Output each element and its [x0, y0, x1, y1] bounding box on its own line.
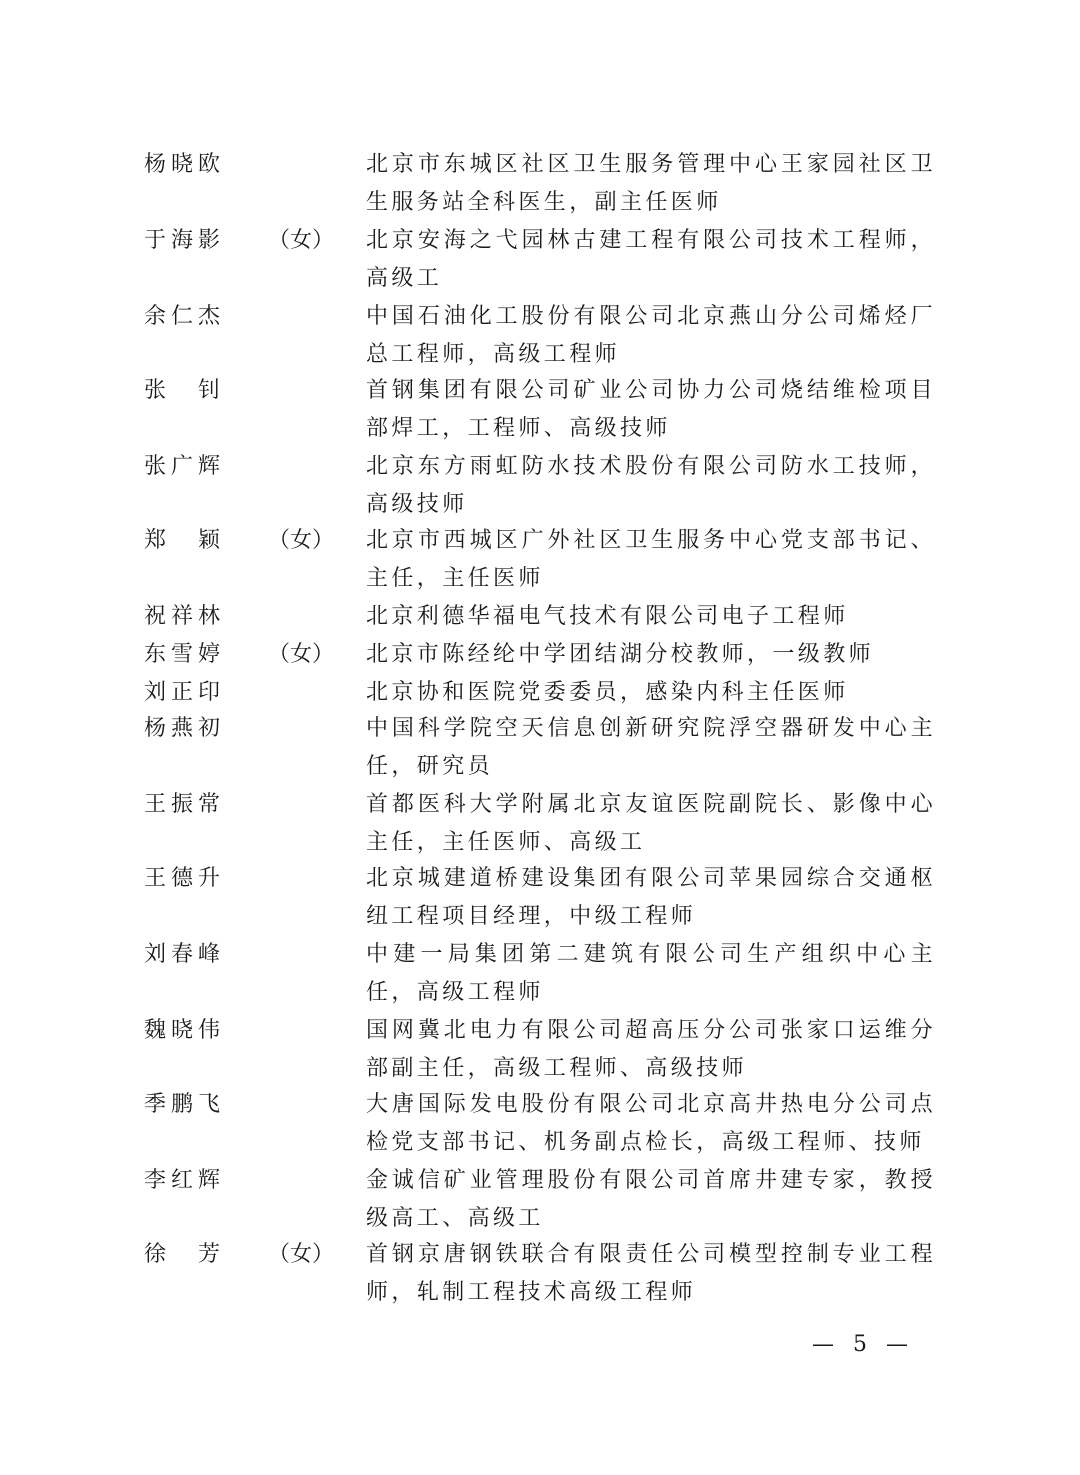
person-description: 北京城建道桥建设集团有限公司苹果园综合交通枢纽工程项目经理，中级工程师 — [366, 866, 936, 929]
person-description: 国网冀北电力有限公司超高压分公司张家口运维分部副主任，高级工程师、高级技师 — [366, 1018, 936, 1081]
person-description: 北京市西城区广外社区卫生服务中心党支部书记、主任，主任医师 — [366, 528, 936, 591]
person-name: 魏晓伟 — [144, 1018, 220, 1043]
person-description: 中国石油化工股份有限公司北京燕山分公司烯烃厂总工程师，高级工程师 — [366, 304, 936, 367]
person-name: 杨燕初 — [144, 716, 220, 741]
page-number: — 5 — — [812, 1332, 914, 1357]
gender-note: （女） — [268, 642, 335, 667]
person-description: 首钢集团有限公司矿业公司协力公司烧结维检项目部焊工，工程师、高级技师 — [366, 378, 936, 441]
person-name: 徐芳 — [144, 1242, 220, 1267]
person-name: 张钊 — [144, 378, 220, 403]
person-name: 张广辉 — [144, 454, 220, 479]
person-description: 北京安海之弋园林古建工程有限公司技术工程师，高级工 — [366, 228, 936, 291]
gender-note: （女） — [268, 228, 335, 253]
person-name: 于海影 — [144, 228, 220, 253]
person-description: 北京市陈经纶中学团结湖分校教师，一级教师 — [366, 642, 875, 667]
person-description: 北京协和医院党委委员，感染内科主任医师 — [366, 680, 849, 705]
person-name: 李红辉 — [144, 1168, 220, 1193]
person-name: 余仁杰 — [144, 304, 220, 329]
person-description: 大唐国际发电股份有限公司北京高井热电分公司点检党支部书记、机务副点检长，高级工程师、技师 — [366, 1092, 936, 1155]
person-name: 王振常 — [144, 792, 220, 817]
person-description: 首钢京唐钢铁联合有限责任公司模型控制专业工程师，轧制工程技术高级工程师 — [366, 1242, 936, 1305]
person-description: 中国科学院空天信息创新研究院浮空器研发中心主任，研究员 — [366, 716, 936, 779]
person-name: 祝祥林 — [144, 604, 220, 629]
person-name: 刘正印 — [144, 680, 220, 705]
gender-note: （女） — [268, 1242, 335, 1267]
person-name: 刘春峰 — [144, 942, 220, 967]
person-description: 北京东方雨虹防水技术股份有限公司防水工技师，高级技师 — [366, 454, 936, 517]
person-description: 金诚信矿业管理股份有限公司首席井建专家，教授级高工、高级工 — [366, 1168, 936, 1231]
person-description: 中建一局集团第二建筑有限公司生产组织中心主任，高级工程师 — [366, 942, 936, 1005]
person-name: 杨晓欧 — [144, 152, 220, 177]
person-description: 北京市东城区社区卫生服务管理中心王家园社区卫生服务站全科医生，副主任医师 — [366, 152, 936, 215]
person-name: 季鹏飞 — [144, 1092, 220, 1117]
person-name: 郑颖 — [144, 528, 220, 553]
gender-note: （女） — [268, 528, 335, 553]
person-name: 东雪婷 — [144, 642, 220, 667]
person-description: 北京利德华福电气技术有限公司电子工程师 — [366, 604, 849, 629]
person-name: 王德升 — [144, 866, 220, 891]
person-description: 首都医科大学附属北京友谊医院副院长、影像中心主任，主任医师、高级工 — [366, 792, 936, 855]
